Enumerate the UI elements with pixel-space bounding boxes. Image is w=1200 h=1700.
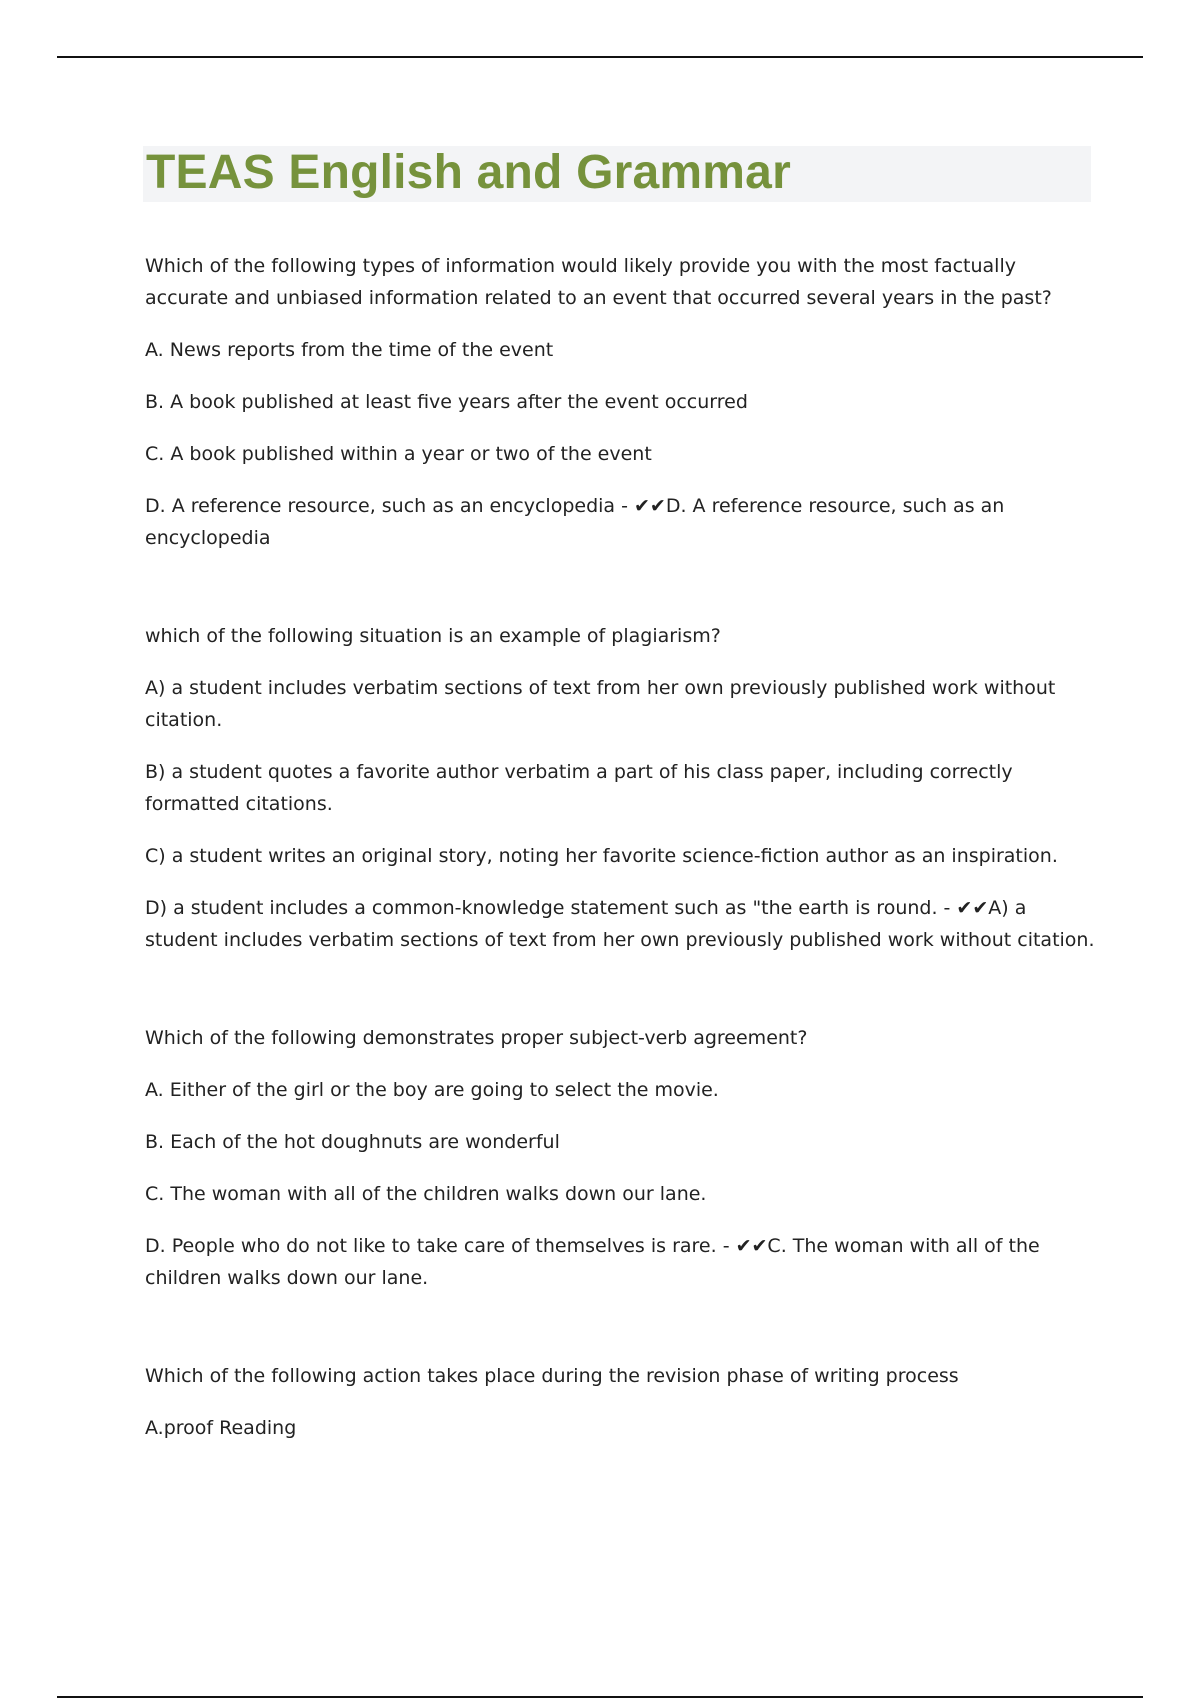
answer-option: D. A reference resource, such as an encyclopedia - ✔✔D. A reference resource, such as an encyclopedia [145,495,1005,549]
question-block-3 [145,1022,1100,1294]
question-text: Which of the following action takes place during the revision phase of writing process [145,1365,959,1387]
question-spacer [145,574,1100,620]
answer-option: B) a student quotes a favorite author verbatim a part of his class paper, including correctly formatted citations. [145,761,1013,815]
answer-option: A.proof Reading [145,1417,297,1439]
answer-option: B. Each of the hot doughnuts are wonderful [145,1131,560,1153]
answer-option: C. A book published within a year or two of the event [145,443,652,465]
answer-option: A. Either of the girl or the boy are going to select the movie. [145,1079,719,1101]
top-divider [57,56,1143,58]
answer-option: C. The woman with all of the children walks down our lane. [145,1183,707,1205]
question-text: Which of the following demonstrates proper subject-verb agreement? [145,1027,808,1049]
question-block-2 [145,620,1100,956]
question-text: Which of the following types of information would likely provide you with the most factually accurate and unbiased information related to an event that occurred several years in the past? [145,255,1052,309]
bottom-divider [57,1696,1143,1698]
answer-option: D. People who do not like to take care of themselves is rare. - ✔✔C. The woman with all of the children walks down our lane. [145,1235,1040,1289]
answer-option: A. News reports from the time of the event [145,339,554,361]
question-text: which of the following situation is an example of plagiarism? [145,625,721,647]
question-spacer [145,976,1100,1022]
answer-option: A) a student includes verbatim sections of text from her own previously published work without citation. [145,677,1056,731]
document-body [145,250,1100,1464]
answer-option: B. A book published at least five years after the event occurred [145,391,748,413]
question-spacer [145,1314,1100,1360]
answer-option: C) a student writes an original story, noting her favorite science-fiction author as an inspiration. [145,845,1058,867]
question-block-1 [145,250,1100,554]
answer-option: D) a student includes a common-knowledge statement such as "the earth is round. - ✔✔A) a student includes verbatim sections of text from her own previously published work without citation. [145,897,1095,951]
question-block-4 [145,1360,1100,1444]
document-title: TEAS English and Grammar [146,146,791,199]
